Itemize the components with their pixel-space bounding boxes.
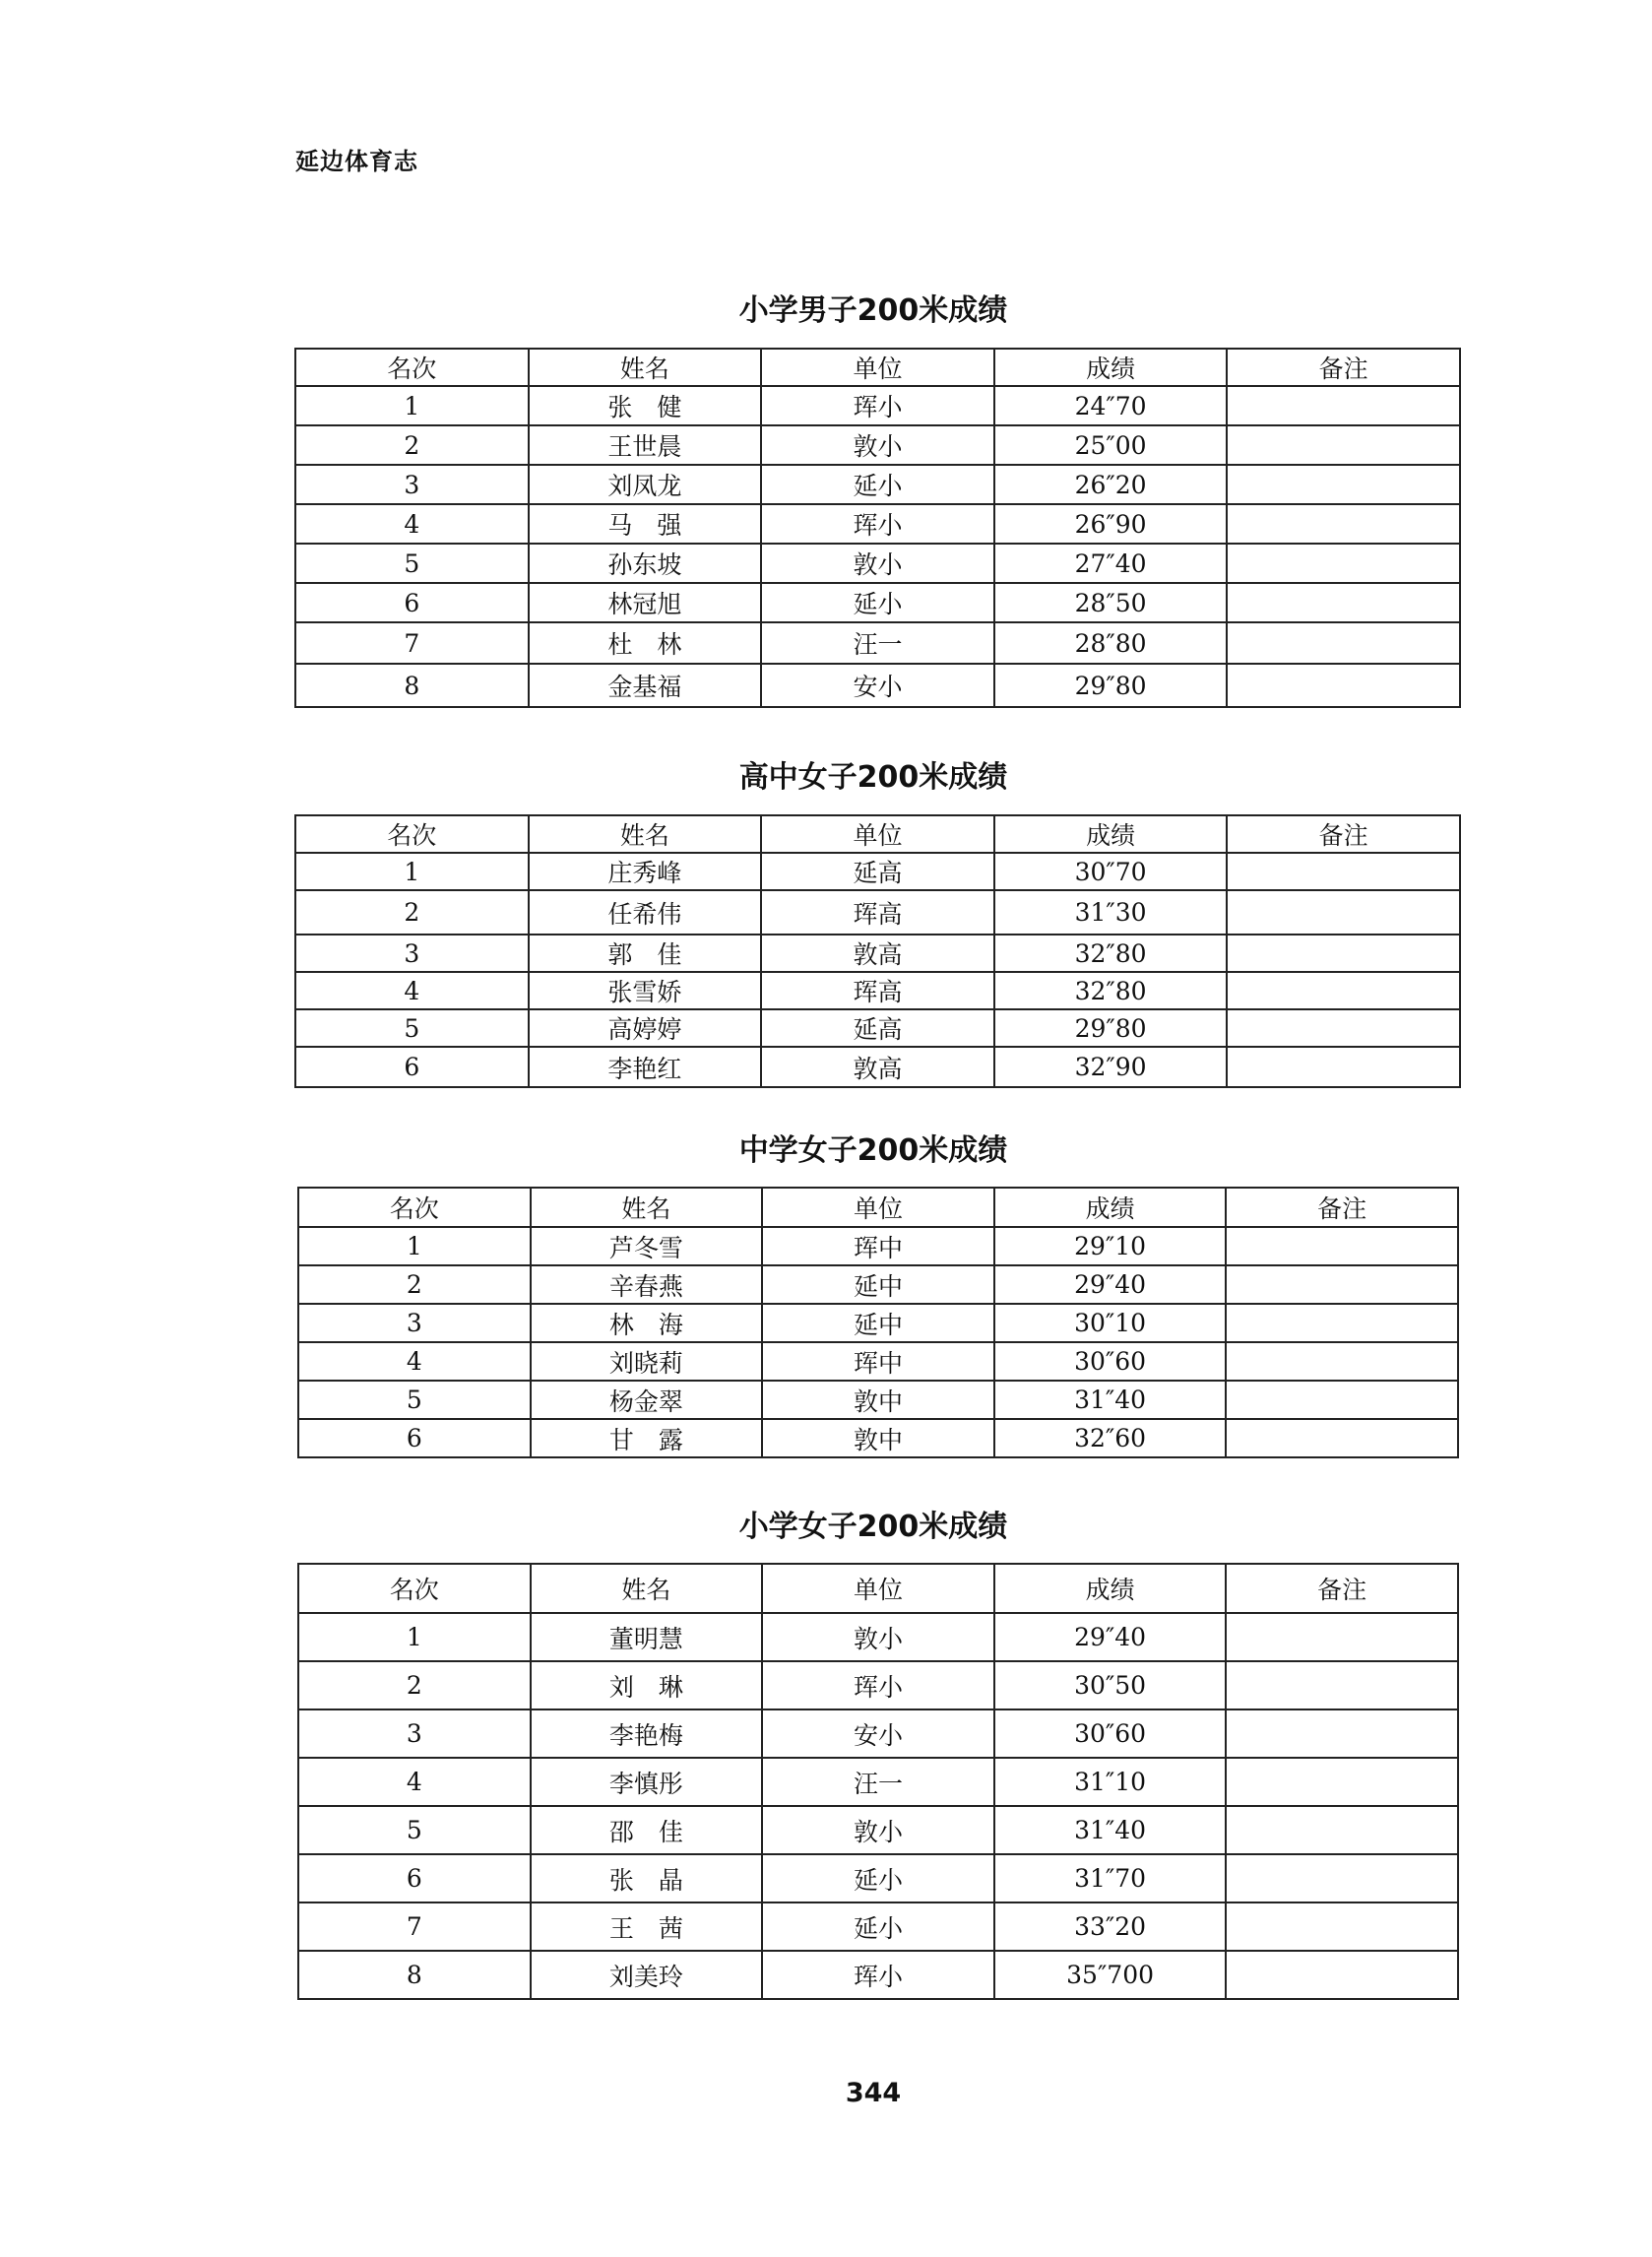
table-row bbox=[298, 1342, 1458, 1381]
cell-remark bbox=[1227, 1009, 1460, 1047]
cell-remark bbox=[1227, 1047, 1460, 1087]
cell-result: 31″40 bbox=[994, 1806, 1227, 1854]
cell-result: 28″50 bbox=[994, 583, 1228, 622]
cell-unit: 敦高 bbox=[761, 1047, 994, 1087]
cell-result: 30″60 bbox=[994, 1709, 1227, 1758]
cell-name: 杜 林 bbox=[529, 622, 762, 664]
cell-name: 马 强 bbox=[529, 504, 762, 544]
running-header: 延边体育志 bbox=[295, 148, 418, 175]
table-row bbox=[295, 504, 1460, 544]
cell-remark bbox=[1227, 853, 1460, 890]
cell-result: 30″60 bbox=[994, 1342, 1227, 1381]
cell-name: 刘美玲 bbox=[531, 1951, 763, 1999]
table-row bbox=[298, 1951, 1458, 1999]
cell-remark bbox=[1226, 1304, 1458, 1342]
table-row bbox=[298, 1758, 1458, 1806]
column-header-name: 姓名 bbox=[531, 1188, 763, 1227]
cell-rank: 4 bbox=[298, 1758, 531, 1806]
cell-rank: 2 bbox=[295, 890, 529, 935]
cell-unit: 安小 bbox=[762, 1709, 994, 1758]
cell-result: 29″10 bbox=[994, 1227, 1227, 1265]
table-row bbox=[295, 544, 1460, 583]
cell-result: 30″70 bbox=[994, 853, 1228, 890]
cell-rank: 3 bbox=[295, 465, 529, 504]
table-row bbox=[295, 935, 1460, 972]
cell-unit: 敦中 bbox=[762, 1419, 994, 1457]
cell-rank: 4 bbox=[295, 972, 529, 1009]
cell-result: 29″40 bbox=[994, 1613, 1227, 1661]
cell-rank: 1 bbox=[298, 1613, 531, 1661]
cell-rank: 1 bbox=[295, 386, 529, 425]
table-row bbox=[298, 1227, 1458, 1265]
table-title: 中学女子200米成绩 bbox=[738, 1133, 1008, 1168]
cell-name: 李艳红 bbox=[529, 1047, 762, 1087]
cell-unit: 延小 bbox=[761, 465, 994, 504]
cell-unit: 珲高 bbox=[761, 890, 994, 935]
cell-remark bbox=[1226, 1613, 1458, 1661]
cell-rank: 3 bbox=[298, 1304, 531, 1342]
cell-remark bbox=[1226, 1902, 1458, 1951]
cell-remark bbox=[1227, 504, 1460, 544]
cell-unit: 延小 bbox=[761, 583, 994, 622]
cell-remark bbox=[1227, 465, 1460, 504]
column-header-unit: 单位 bbox=[761, 349, 994, 386]
cell-name: 董明慧 bbox=[531, 1613, 763, 1661]
table-title: 小学男子200米成绩 bbox=[738, 293, 1008, 328]
table-row bbox=[295, 425, 1460, 465]
cell-result: 29″80 bbox=[994, 664, 1228, 707]
cell-remark bbox=[1227, 664, 1460, 707]
cell-name: 芦冬雪 bbox=[531, 1227, 763, 1265]
cell-unit: 延中 bbox=[762, 1304, 994, 1342]
cell-result: 32″90 bbox=[994, 1047, 1228, 1087]
cell-name: 林 海 bbox=[531, 1304, 763, 1342]
table-row bbox=[298, 1419, 1458, 1457]
cell-rank: 2 bbox=[295, 425, 529, 465]
cell-unit: 珲中 bbox=[762, 1227, 994, 1265]
column-header-name: 姓名 bbox=[529, 815, 762, 853]
cell-rank: 5 bbox=[298, 1381, 531, 1419]
cell-name: 杨金翠 bbox=[531, 1381, 763, 1419]
cell-name: 刘晓莉 bbox=[531, 1342, 763, 1381]
cell-rank: 2 bbox=[298, 1661, 531, 1709]
cell-rank: 4 bbox=[298, 1342, 531, 1381]
cell-name: 刘凤龙 bbox=[529, 465, 762, 504]
cell-remark bbox=[1226, 1661, 1458, 1709]
cell-remark bbox=[1226, 1806, 1458, 1854]
cell-rank: 3 bbox=[295, 935, 529, 972]
table-row bbox=[295, 583, 1460, 622]
table-row bbox=[298, 1613, 1458, 1661]
cell-result: 27″40 bbox=[994, 544, 1228, 583]
cell-remark bbox=[1227, 386, 1460, 425]
table-row bbox=[298, 1381, 1458, 1419]
cell-unit: 珲高 bbox=[761, 972, 994, 1009]
cell-result: 26″20 bbox=[994, 465, 1228, 504]
cell-result: 35″700 bbox=[994, 1951, 1227, 1999]
cell-result: 32″80 bbox=[994, 972, 1228, 1009]
cell-rank: 7 bbox=[295, 622, 529, 664]
cell-name: 金基福 bbox=[529, 664, 762, 707]
cell-remark bbox=[1226, 1265, 1458, 1304]
cell-rank: 5 bbox=[295, 1009, 529, 1047]
cell-name: 辛春燕 bbox=[531, 1265, 763, 1304]
column-header-remark: 备注 bbox=[1226, 1564, 1458, 1613]
cell-remark bbox=[1227, 583, 1460, 622]
cell-name: 郭 佳 bbox=[529, 935, 762, 972]
cell-remark bbox=[1226, 1419, 1458, 1457]
cell-unit: 敦小 bbox=[762, 1806, 994, 1854]
cell-result: 28″80 bbox=[994, 622, 1228, 664]
cell-result: 31″30 bbox=[994, 890, 1228, 935]
table-row bbox=[295, 890, 1460, 935]
table-row bbox=[295, 1047, 1460, 1087]
cell-name: 孙东坡 bbox=[529, 544, 762, 583]
column-header-rank: 名次 bbox=[295, 815, 529, 853]
cell-unit: 敦中 bbox=[762, 1381, 994, 1419]
column-header-remark: 备注 bbox=[1227, 815, 1460, 853]
cell-remark bbox=[1227, 890, 1460, 935]
table-row bbox=[298, 1806, 1458, 1854]
cell-unit: 珲小 bbox=[762, 1661, 994, 1709]
cell-result: 32″60 bbox=[994, 1419, 1227, 1457]
results-table bbox=[297, 1563, 1459, 2000]
table-title: 高中女子200米成绩 bbox=[738, 760, 1008, 795]
cell-name: 王世晨 bbox=[529, 425, 762, 465]
cell-rank: 3 bbox=[298, 1709, 531, 1758]
table-row bbox=[295, 622, 1460, 664]
cell-result: 26″90 bbox=[994, 504, 1228, 544]
cell-unit: 敦高 bbox=[761, 935, 994, 972]
cell-rank: 1 bbox=[298, 1227, 531, 1265]
column-header-unit: 单位 bbox=[761, 815, 994, 853]
cell-remark bbox=[1227, 425, 1460, 465]
cell-remark bbox=[1227, 622, 1460, 664]
cell-rank: 6 bbox=[298, 1419, 531, 1457]
cell-rank: 4 bbox=[295, 504, 529, 544]
table-header-row bbox=[295, 349, 1460, 386]
column-header-remark: 备注 bbox=[1227, 349, 1460, 386]
table-row bbox=[295, 1009, 1460, 1047]
column-header-rank: 名次 bbox=[298, 1564, 531, 1613]
cell-rank: 6 bbox=[295, 1047, 529, 1087]
cell-unit: 珲小 bbox=[761, 504, 994, 544]
column-header-name: 姓名 bbox=[531, 1564, 763, 1613]
column-header-unit: 单位 bbox=[762, 1564, 994, 1613]
table-header-row bbox=[298, 1188, 1458, 1227]
cell-result: 25″00 bbox=[994, 425, 1228, 465]
cell-unit: 延高 bbox=[761, 1009, 994, 1047]
cell-remark bbox=[1226, 1854, 1458, 1902]
cell-name: 高婷婷 bbox=[529, 1009, 762, 1047]
cell-name: 张 健 bbox=[529, 386, 762, 425]
table-header-row bbox=[295, 815, 1460, 853]
column-header-result: 成绩 bbox=[994, 815, 1228, 853]
table-row bbox=[298, 1661, 1458, 1709]
column-header-result: 成绩 bbox=[994, 1564, 1227, 1613]
cell-result: 24″70 bbox=[994, 386, 1228, 425]
cell-unit: 珲小 bbox=[762, 1951, 994, 1999]
cell-name: 王 茜 bbox=[531, 1902, 763, 1951]
cell-rank: 1 bbox=[295, 853, 529, 890]
column-header-remark: 备注 bbox=[1226, 1188, 1458, 1227]
results-table bbox=[294, 814, 1461, 1088]
cell-unit: 汪一 bbox=[761, 622, 994, 664]
cell-rank: 5 bbox=[295, 544, 529, 583]
table-header-row bbox=[298, 1564, 1458, 1613]
cell-name: 邵 佳 bbox=[531, 1806, 763, 1854]
cell-unit: 延小 bbox=[762, 1854, 994, 1902]
cell-name: 刘 琳 bbox=[531, 1661, 763, 1709]
cell-result: 31″10 bbox=[994, 1758, 1227, 1806]
cell-name: 庄秀峰 bbox=[529, 853, 762, 890]
cell-result: 30″50 bbox=[994, 1661, 1227, 1709]
cell-result: 29″40 bbox=[994, 1265, 1227, 1304]
cell-unit: 敦小 bbox=[762, 1613, 994, 1661]
table-title: 小学女子200米成绩 bbox=[738, 1510, 1008, 1544]
cell-unit: 敦小 bbox=[761, 544, 994, 583]
cell-name: 张雪娇 bbox=[529, 972, 762, 1009]
cell-rank: 6 bbox=[295, 583, 529, 622]
cell-unit: 延小 bbox=[762, 1902, 994, 1951]
cell-name: 任希伟 bbox=[529, 890, 762, 935]
cell-unit: 珲中 bbox=[762, 1342, 994, 1381]
cell-remark bbox=[1227, 972, 1460, 1009]
column-header-rank: 名次 bbox=[295, 349, 529, 386]
cell-result: 33″20 bbox=[994, 1902, 1227, 1951]
cell-result: 29″80 bbox=[994, 1009, 1228, 1047]
cell-unit: 汪一 bbox=[762, 1758, 994, 1806]
cell-result: 30″10 bbox=[994, 1304, 1227, 1342]
cell-remark bbox=[1226, 1381, 1458, 1419]
cell-result: 31″70 bbox=[994, 1854, 1227, 1902]
cell-result: 32″80 bbox=[994, 935, 1228, 972]
table-row bbox=[298, 1304, 1458, 1342]
cell-remark bbox=[1226, 1758, 1458, 1806]
table-row bbox=[298, 1709, 1458, 1758]
cell-name: 张 晶 bbox=[531, 1854, 763, 1902]
table-row bbox=[295, 664, 1460, 707]
table-row bbox=[295, 972, 1460, 1009]
cell-unit: 安小 bbox=[761, 664, 994, 707]
cell-name: 李艳梅 bbox=[531, 1709, 763, 1758]
cell-name: 林冠旭 bbox=[529, 583, 762, 622]
table-row bbox=[298, 1902, 1458, 1951]
cell-name: 李慎彤 bbox=[531, 1758, 763, 1806]
cell-remark bbox=[1226, 1342, 1458, 1381]
cell-rank: 7 bbox=[298, 1902, 531, 1951]
results-table bbox=[294, 348, 1461, 708]
table-row bbox=[295, 386, 1460, 425]
cell-unit: 延中 bbox=[762, 1265, 994, 1304]
cell-remark bbox=[1226, 1227, 1458, 1265]
cell-rank: 6 bbox=[298, 1854, 531, 1902]
cell-rank: 8 bbox=[295, 664, 529, 707]
cell-unit: 敦小 bbox=[761, 425, 994, 465]
table-row bbox=[298, 1265, 1458, 1304]
cell-remark bbox=[1226, 1709, 1458, 1758]
column-header-name: 姓名 bbox=[529, 349, 762, 386]
cell-unit: 延高 bbox=[761, 853, 994, 890]
cell-result: 31″40 bbox=[994, 1381, 1227, 1419]
column-header-result: 成绩 bbox=[994, 349, 1228, 386]
cell-remark bbox=[1226, 1951, 1458, 1999]
cell-unit: 珲小 bbox=[761, 386, 994, 425]
cell-rank: 8 bbox=[298, 1951, 531, 1999]
table-row bbox=[298, 1854, 1458, 1902]
cell-remark bbox=[1227, 544, 1460, 583]
cell-rank: 5 bbox=[298, 1806, 531, 1854]
table-row bbox=[295, 465, 1460, 504]
column-header-rank: 名次 bbox=[298, 1188, 531, 1227]
cell-remark bbox=[1227, 935, 1460, 972]
page-number: 344 bbox=[845, 2078, 902, 2108]
column-header-unit: 单位 bbox=[762, 1188, 994, 1227]
table-row bbox=[295, 853, 1460, 890]
results-table bbox=[297, 1187, 1459, 1458]
cell-name: 甘 露 bbox=[531, 1419, 763, 1457]
column-header-result: 成绩 bbox=[994, 1188, 1227, 1227]
cell-rank: 2 bbox=[298, 1265, 531, 1304]
